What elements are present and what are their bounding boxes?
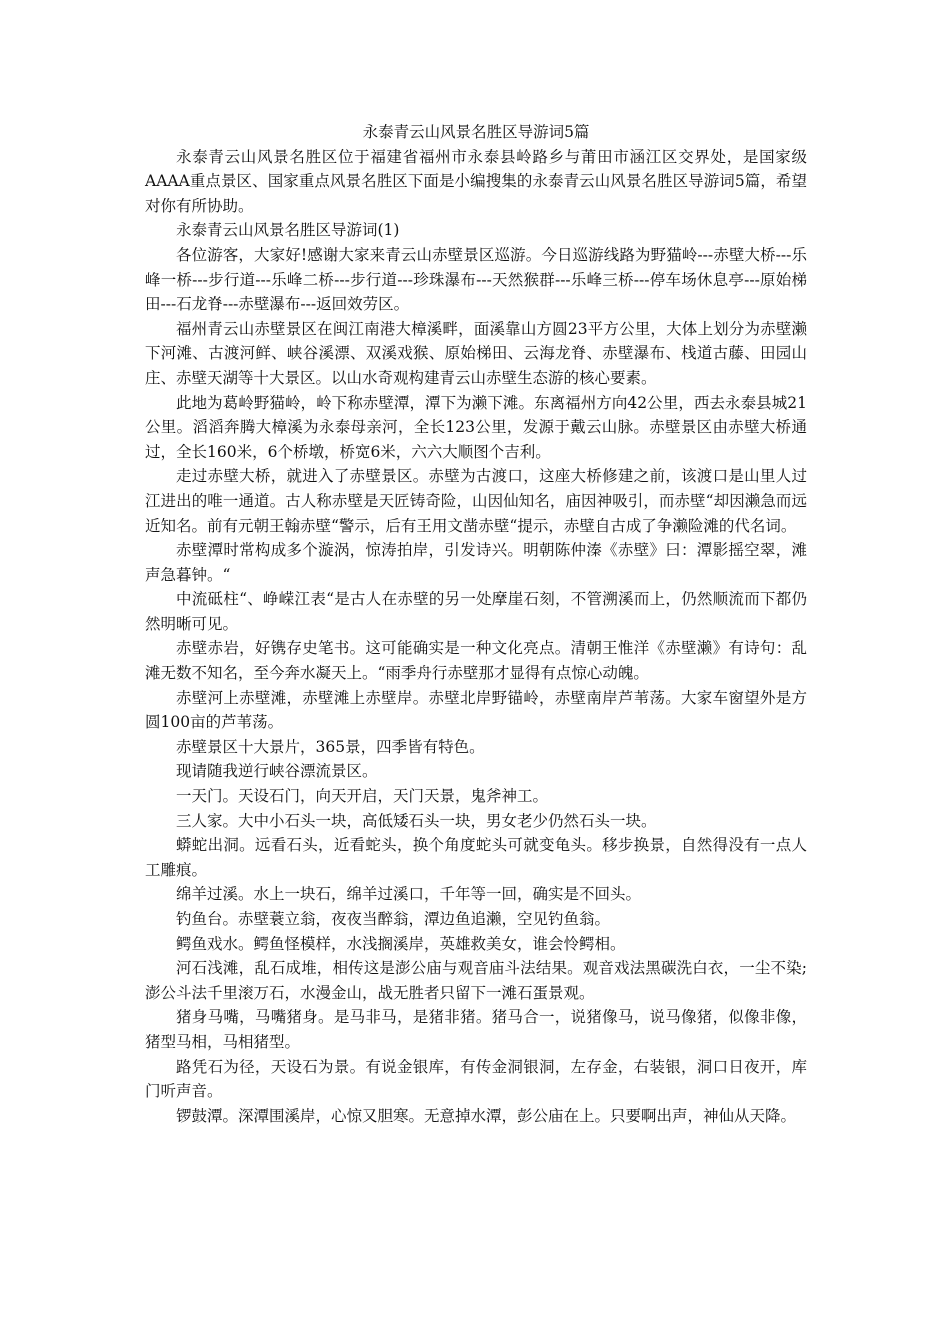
paragraph: 路凭石为径，天设石为景。有说金银库，有传金洞银洞，左存金，右装银，洞口日夜开，库门听声音。 (145, 1057, 807, 1101)
document-body (145, 120, 807, 1128)
paragraph: 锣鼓潭。深潭围溪岸，心惊又胆寒。无意掉水潭，彭公庙在上。只要啊出声，神仙从天降。 (176, 1106, 797, 1125)
paragraph: 赤壁赤岩，好镌存史笔书。这可能确实是一种文化亮点。清朝王惟洋《赤壁濑》有诗句：乱滩无数不知名，至今奔水凝天上。“雨季舟行赤壁那才显得有点惊心动魄。 (145, 639, 807, 683)
paragraph: 钓鱼台。赤壁蓑立翁，夜夜当醉翁，潭边鱼追濑，空见钓鱼翁。 (176, 910, 611, 928)
document-title: 永泰青云山风景名胜区导游词5篇 (362, 123, 590, 141)
paragraph: 各位游客，大家好!感谢大家来青云山赤壁景区巡游。今日巡游线路为野猫岭---赤壁大桥---乐峰一桥---步行道---乐峰二桥---步行道---珍珠瀑布---天然猴群---乐峰三桥---停车场休息亭---原始梯田---石龙脊---赤壁瀑布---返回效劳区。 (145, 245, 807, 314)
paragraph: 赤壁河上赤壁滩，赤壁滩上赤壁岸。赤壁北岸野锚岭，赤壁南岸芦苇荡。大家车窗望外是方圆100亩的芦苇荡。 (145, 688, 807, 732)
section-heading: 永泰青云山风景名胜区导游词(1) (176, 221, 400, 240)
paragraph: 猪身马嘴，马嘴猪身。是马非马，是猪非猪。猪马合一，说猪像马，说马像猪，似像非像，猪型马相，马相猪型。 (145, 1008, 807, 1051)
paragraph: 福州青云山赤壁景区在闽江南港大樟溪畔，面溪靠山方圆23平方公里，大体上划分为赤壁濑下河滩、古渡河鲜、峡谷溪漂、双溪戏猴、原始梯田、云海龙脊、赤壁瀑布、栈道古藤、田园山庄、赤壁天湖等十大景区。以山水奇观构建青云山赤壁生态游的核心要素。 (145, 319, 807, 387)
paragraph: 蟒蛇出洞。远看石头，近看蛇头，换个角度蛇头可就变龟头。移步换景，自然得没有一点人工雕痕。 (145, 836, 807, 879)
paragraph: 中流砥柱“、峥嵘江表“是古人在赤壁的另一处摩崖石刻，不管溯溪而上，仍然顺流而下都仍然明晰可见。 (145, 590, 807, 633)
paragraph: 一天门。天设石门，向天开启，天门天景，鬼斧神工。 (176, 787, 549, 806)
paragraph: 走过赤壁大桥，就进入了赤壁景区。赤壁为古渡口，这座大桥修建之前，该渡口是山里人过江进出的唯一通道。古人称赤壁是天匠铸奇险，山因仙知名，庙因神吸引，而赤壁“却因濑急而远近知名。前有元朝王翰赤壁“警示，后有王用文凿赤壁“提示，赤壁自古成了争濑险滩的代名词。 (145, 467, 807, 535)
paragraph: 河石浅滩，乱石成堆，相传这是澎公庙与观音庙斗法结果。观音戏法黑碳洗白衣，一尘不染;澎公斗法千里滚万石，水漫金山，战无胜者只留下一滩石蛋景观。 (145, 959, 807, 1002)
paragraph-intro: 永泰青云山风景名胜区位于福建省福州市永泰县岭路乡与莆田市涵江区交界处，是国家级AAAA重点景区、国家重点风景名胜区下面是小编搜集的永泰青云山风景名胜区导游词5篇，希望对你有所协助。 (145, 147, 807, 215)
paragraph: 鳄鱼戏水。鳄鱼怪模样，水浅搁溪岸，英雄救美女，谁会怜鳄相。 (176, 934, 626, 953)
paragraph: 现请随我逆行峡谷漂流景区。 (176, 762, 378, 781)
paragraph: 三人家。大中小石头一块，高低矮石头一块，男女老少仍然石头一块。 (176, 811, 657, 830)
paragraph: 赤壁潭时常构成多个漩涡，惊涛拍岸，引发诗兴。明朝陈仲溱《赤壁》曰：潭影摇空翠，滩声急暮钟。“ (145, 541, 807, 584)
paragraph: 此地为葛岭野猫岭，岭下称赤壁潭，潭下为濑下滩。东离福州方向42公里，西去永泰县城21公里。滔滔奔腾大樟溪为永泰母亲河，全长123公里，发源于戴云山脉。赤壁景区由赤壁大桥通过，全长160米，6个桥墩，桥宽6米，六六大顺图个吉利。 (145, 393, 807, 461)
paragraph: 绵羊过溪。水上一块石，绵羊过溪口，千年等一回，确实是不回头。 (176, 885, 642, 904)
paragraph: 赤壁景区十大景片，365景，四季皆有特色。 (176, 737, 485, 756)
